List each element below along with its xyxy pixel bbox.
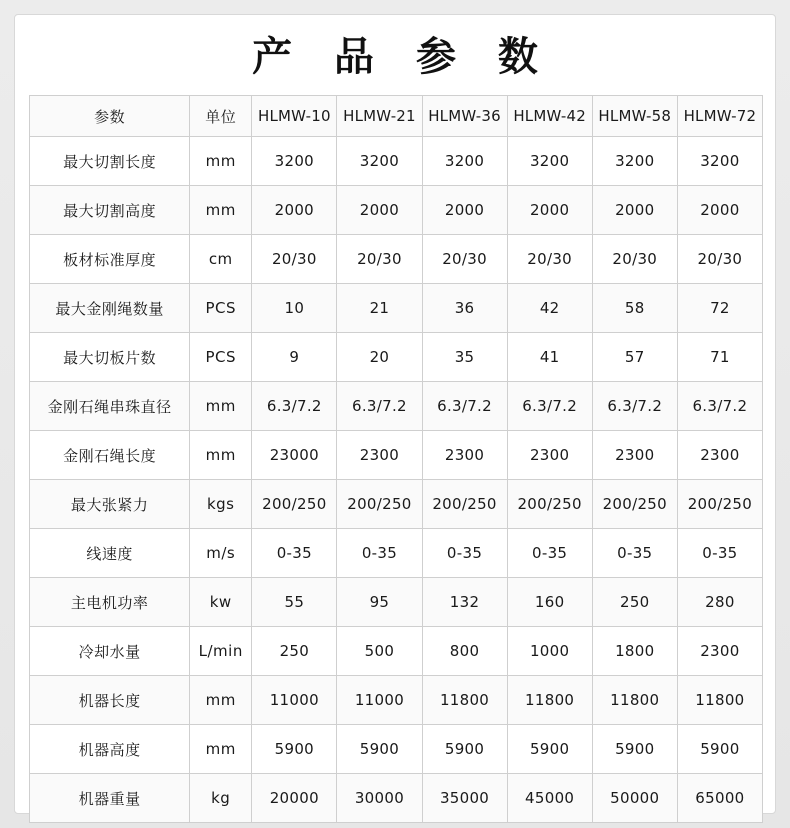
table-row <box>30 137 763 186</box>
table-row <box>30 186 763 235</box>
cell-value: 45000 <box>507 774 592 823</box>
cell-value: 11800 <box>592 676 677 725</box>
cell-value: 200/250 <box>337 480 422 529</box>
row-unit: PCS <box>190 333 252 382</box>
cell-value: 65000 <box>677 774 762 823</box>
cell-value: 5900 <box>677 725 762 774</box>
cell-value: 0-35 <box>592 529 677 578</box>
cell-value: 6.3/7.2 <box>252 382 337 431</box>
cell-value: 11800 <box>677 676 762 725</box>
cell-value: 250 <box>592 578 677 627</box>
cell-value: 1800 <box>592 627 677 676</box>
cell-value: 71 <box>677 333 762 382</box>
table-row <box>30 382 763 431</box>
cell-value: 6.3/7.2 <box>592 382 677 431</box>
row-parameter: 最大切割高度 <box>30 186 190 235</box>
row-unit: kw <box>190 578 252 627</box>
cell-value: 6.3/7.2 <box>677 382 762 431</box>
cell-value: 20000 <box>252 774 337 823</box>
cell-value: 55 <box>252 578 337 627</box>
row-parameter: 冷却水量 <box>30 627 190 676</box>
cell-value: 95 <box>337 578 422 627</box>
cell-value: 500 <box>337 627 422 676</box>
row-parameter: 最大金刚绳数量 <box>30 284 190 333</box>
spec-card <box>14 14 776 814</box>
row-unit: mm <box>190 137 252 186</box>
row-unit: mm <box>190 676 252 725</box>
cell-value: 2300 <box>337 431 422 480</box>
table-row <box>30 333 763 382</box>
cell-value: 0-35 <box>337 529 422 578</box>
cell-value: 6.3/7.2 <box>422 382 507 431</box>
cell-value: 72 <box>677 284 762 333</box>
table-row <box>30 627 763 676</box>
cell-value: 2300 <box>422 431 507 480</box>
cell-value: 20/30 <box>677 235 762 284</box>
cell-value: 3200 <box>592 137 677 186</box>
cell-value: 20/30 <box>592 235 677 284</box>
cell-value: 800 <box>422 627 507 676</box>
header-model-hlmw-36: HLMW-36 <box>422 96 507 137</box>
cell-value: 0-35 <box>677 529 762 578</box>
cell-value: 200/250 <box>252 480 337 529</box>
cell-value: 6.3/7.2 <box>337 382 422 431</box>
cell-value: 2000 <box>677 186 762 235</box>
cell-value: 200/250 <box>507 480 592 529</box>
header-model-hlmw-42: HLMW-42 <box>507 96 592 137</box>
row-unit: mm <box>190 431 252 480</box>
cell-value: 11800 <box>507 676 592 725</box>
cell-value: 2000 <box>252 186 337 235</box>
table-row <box>30 431 763 480</box>
cell-value: 11800 <box>422 676 507 725</box>
cell-value: 132 <box>422 578 507 627</box>
table-header <box>30 96 763 137</box>
cell-value: 35000 <box>422 774 507 823</box>
table-row <box>30 480 763 529</box>
row-parameter: 金刚石绳串珠直径 <box>30 382 190 431</box>
row-parameter: 最大张紧力 <box>30 480 190 529</box>
cell-value: 20/30 <box>252 235 337 284</box>
row-parameter: 机器长度 <box>30 676 190 725</box>
cell-value: 3200 <box>422 137 507 186</box>
cell-value: 3200 <box>677 137 762 186</box>
row-unit: cm <box>190 235 252 284</box>
cell-value: 200/250 <box>677 480 762 529</box>
table-body <box>30 137 763 823</box>
row-unit: PCS <box>190 284 252 333</box>
header-model-hlmw-10: HLMW-10 <box>252 96 337 137</box>
cell-value: 50000 <box>592 774 677 823</box>
cell-value: 200/250 <box>592 480 677 529</box>
cell-value: 9 <box>252 333 337 382</box>
table-row <box>30 235 763 284</box>
page-title: 产 品 参 数 <box>252 34 552 80</box>
row-parameter: 主电机功率 <box>30 578 190 627</box>
row-unit: mm <box>190 382 252 431</box>
header-parameter: 参数 <box>30 96 190 137</box>
cell-value: 20/30 <box>422 235 507 284</box>
specifications-table <box>29 95 763 823</box>
header-model-hlmw-58: HLMW-58 <box>592 96 677 137</box>
cell-value: 2000 <box>337 186 422 235</box>
table-row <box>30 774 763 823</box>
row-unit: L/min <box>190 627 252 676</box>
cell-value: 2300 <box>677 627 762 676</box>
cell-value: 3200 <box>507 137 592 186</box>
cell-value: 42 <box>507 284 592 333</box>
row-parameter: 板材标准厚度 <box>30 235 190 284</box>
cell-value: 2300 <box>677 431 762 480</box>
cell-value: 2300 <box>507 431 592 480</box>
cell-value: 58 <box>592 284 677 333</box>
cell-value: 2300 <box>592 431 677 480</box>
row-parameter: 最大切板片数 <box>30 333 190 382</box>
cell-value: 21 <box>337 284 422 333</box>
cell-value: 250 <box>252 627 337 676</box>
cell-value: 280 <box>677 578 762 627</box>
cell-value: 160 <box>507 578 592 627</box>
cell-value: 5900 <box>507 725 592 774</box>
row-parameter: 机器重量 <box>30 774 190 823</box>
cell-value: 3200 <box>252 137 337 186</box>
cell-value: 5900 <box>592 725 677 774</box>
cell-value: 30000 <box>337 774 422 823</box>
row-unit: mm <box>190 725 252 774</box>
table-row <box>30 529 763 578</box>
cell-value: 36 <box>422 284 507 333</box>
table-row <box>30 578 763 627</box>
row-parameter: 金刚石绳长度 <box>30 431 190 480</box>
table-row <box>30 284 763 333</box>
cell-value: 0-35 <box>507 529 592 578</box>
cell-value: 2000 <box>422 186 507 235</box>
cell-value: 5900 <box>422 725 507 774</box>
table-header-row <box>30 96 763 137</box>
cell-value: 2000 <box>507 186 592 235</box>
row-parameter: 最大切割长度 <box>30 137 190 186</box>
cell-value: 11000 <box>252 676 337 725</box>
cell-value: 3200 <box>337 137 422 186</box>
cell-value: 57 <box>592 333 677 382</box>
cell-value: 6.3/7.2 <box>507 382 592 431</box>
cell-value: 200/250 <box>422 480 507 529</box>
row-unit: m/s <box>190 529 252 578</box>
cell-value: 5900 <box>252 725 337 774</box>
header-model-hlmw-21: HLMW-21 <box>337 96 422 137</box>
row-unit: kg <box>190 774 252 823</box>
cell-value: 35 <box>422 333 507 382</box>
cell-value: 1000 <box>507 627 592 676</box>
cell-value: 5900 <box>337 725 422 774</box>
cell-value: 11000 <box>337 676 422 725</box>
cell-value: 23000 <box>252 431 337 480</box>
header-unit: 单位 <box>190 96 252 137</box>
row-unit: mm <box>190 186 252 235</box>
cell-value: 2000 <box>592 186 677 235</box>
cell-value: 0-35 <box>422 529 507 578</box>
cell-value: 10 <box>252 284 337 333</box>
cell-value: 41 <box>507 333 592 382</box>
row-parameter: 机器高度 <box>30 725 190 774</box>
cell-value: 0-35 <box>252 529 337 578</box>
cell-value: 20 <box>337 333 422 382</box>
row-unit: kgs <box>190 480 252 529</box>
cell-value: 20/30 <box>507 235 592 284</box>
table-row <box>30 676 763 725</box>
table-row <box>30 725 763 774</box>
header-model-hlmw-72: HLMW-72 <box>677 96 762 137</box>
row-parameter: 线速度 <box>30 529 190 578</box>
cell-value: 20/30 <box>337 235 422 284</box>
